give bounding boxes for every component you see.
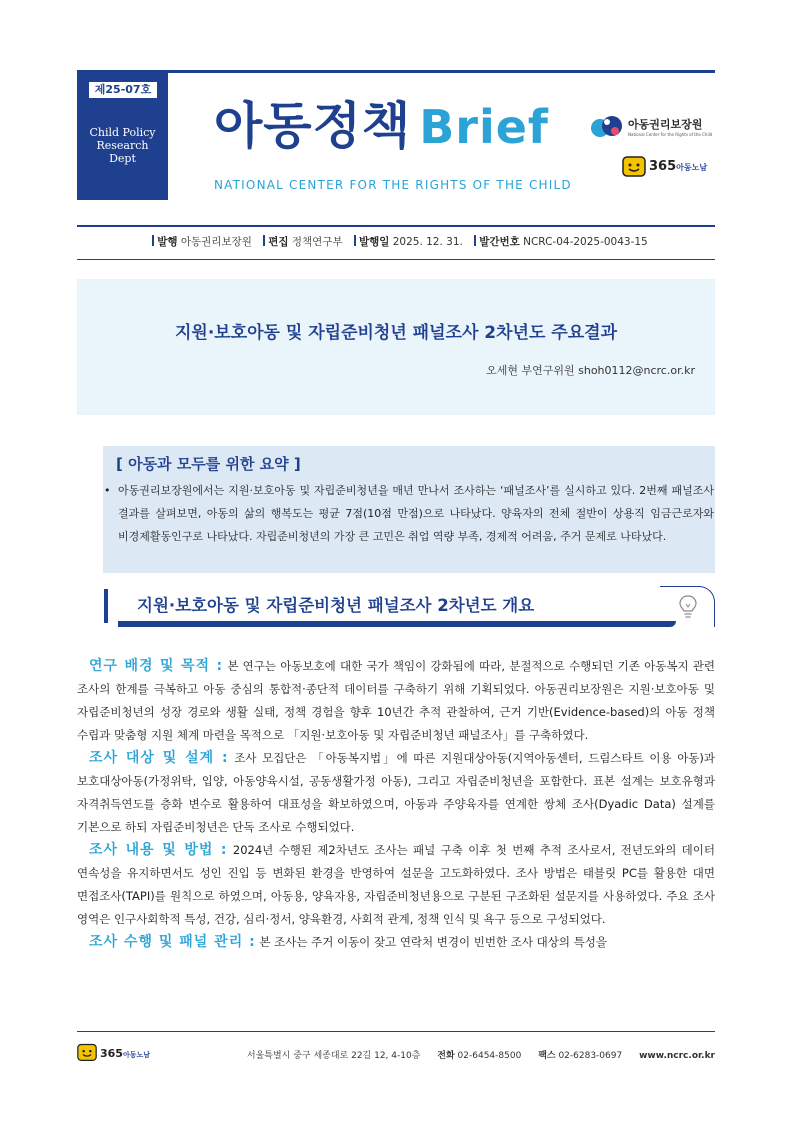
paragraph-text: 본 조사는 주거 이동이 잦고 연락처 변경이 빈번한 조사 대상의 특성을: [259, 935, 607, 949]
brand-title: [214, 96, 549, 157]
section-body: [77, 655, 715, 954]
meta-divider: [354, 235, 356, 246]
logo-365-text: [649, 159, 707, 174]
date-label: 발행일: [358, 236, 390, 248]
editor-label: 편집: [268, 236, 289, 248]
paragraph-design: [77, 747, 715, 839]
paragraph-text: 조사 모집단은 「아동복지법」에 따른 지원대상아동(지역아동센터, 드림스타트 이용 아동)과 보호대상아동(가정위탁, 입양, 아동양육시설, 공동생활가정 아동), 그리고 자립준비청년을 포함한다. 표본 설계는 보호유형과 자격취득연도를 층화 변수로 활용하여 대표성을 확보하였으며, 아동과 주양육자를 연계한 쌍체 조사(Dyadic Data) 설계를 기본으로 하되 자립준비청년은 단독 조사로 수행되었다.: [77, 751, 716, 834]
paragraph-lead: 조사 수행 및 패널 관리 :: [89, 934, 256, 950]
number-value: NCRC-04-2025-0043-15: [523, 236, 648, 248]
paragraph-background: [77, 655, 715, 747]
paragraph-lead: 조사 내용 및 방법 :: [89, 842, 228, 858]
number-label: 발간번호: [479, 236, 520, 248]
logo-365: [622, 154, 714, 182]
paragraph-lead: 연구 배경 및 목적 :: [89, 658, 224, 674]
author-line: 오세현 부연구위원 shoh0112@ncrc.or.kr: [486, 364, 695, 377]
issue-badge: 제25-07호: [87, 80, 159, 100]
ncrc-logo: [590, 113, 718, 143]
summary-heading: [ 아동과 모두를 위한 요약 ]: [116, 455, 301, 473]
paragraph-method: [77, 839, 715, 931]
summary-bullet: •: [104, 484, 111, 497]
footer-rule: [77, 1031, 715, 1032]
brand-title-main: 아동정책: [214, 97, 412, 155]
document-title: 지원·보호아동 및 자립준비청년 패널조사 2차년도 주요결과: [174, 323, 617, 343]
meta-divider: [263, 235, 265, 246]
summary-body: [104, 479, 714, 548]
ncrc-logo-icon: [590, 113, 626, 143]
paragraph-text: 2024년 수행된 제2차년도 조사는 패널 구축 이후 첫 번째 추적 조사로서, 전년도와의 데이터 연속성을 유지하면서도 성인 진입 등 변화된 환경을 반영하여 설문을 고도화하였다. 조사 방법은 태블릿 PC를 활용한 대면 면접조사(TAPI)를 원칙으로 하였으며, 아동용, 양육자용, 자립준비청년용으로 구분된 구조화된 설문지를 사용하였다. 주요 조사 영역은 인구사회학적 특성, 건강, 심리·정서, 양육환경, 사회적 관계, 정책 인식 및 욕구 등으로 구성되었다.: [77, 843, 716, 926]
smile-icon: [622, 154, 646, 178]
logo-365-num: 365: [649, 159, 677, 174]
paragraph-text: 본 연구는 아동보호에 대한 국가 책임이 강화됨에 따라, 분절적으로 수행되던 기존 아동복지 관련 조사의 한계를 극복하고 아동 중심의 통합적·종단적 데이터를 구축하기 위해 기획되었다. 아동권리보장원은 지원·보호아동 및 자립준비청년의 성장 경로와 생활 실태, 정책 경험을 향후 10년간 추적 관찰하여, 근거 기반(Evidence-based)의 아동 정책 수립과 맞춤형 지원 체계 마련을 목적으로 「지원·보호아동 및 자립준비청년 패널조사」를 구축하였다.: [77, 659, 715, 742]
footer-address: 서울특별시 중구 세종대로 22길 12, 4-10층: [246, 1051, 421, 1061]
date-value: 2025. 12. 31.: [392, 236, 463, 248]
ncrc-logo-en: National Center for the Rights of the Child: [628, 132, 713, 137]
footer-info: [0, 1048, 715, 1061]
footer-tel-label: 전화: [437, 1051, 455, 1061]
paragraph-lead: 조사 대상 및 설계 :: [89, 750, 229, 766]
publisher-value: 아동권리보장원: [180, 236, 252, 248]
publisher-label: 발행: [157, 236, 178, 248]
brand-title-brief: Brief: [419, 100, 549, 154]
footer-logo-sub: 아동노남: [122, 1051, 151, 1059]
meta-rule-bottom: [77, 259, 715, 260]
paragraph-panel: [77, 931, 715, 954]
logo-365-sub: 아동노남: [676, 163, 708, 172]
dept-label: [77, 126, 168, 165]
top-rule: [77, 70, 715, 73]
section-number-mark: [104, 589, 108, 623]
meta-divider: [474, 235, 476, 246]
footer-logo-num: 365: [100, 1047, 123, 1060]
section-underline: [118, 621, 676, 627]
meta-rule-top: [77, 225, 715, 227]
meta-divider: [152, 235, 154, 246]
section-title: 지원·보호아동 및 자립준비청년 패널조사 2차년도 개요: [137, 596, 535, 615]
title-box: [77, 279, 715, 415]
publication-meta: [77, 234, 715, 249]
dept-line-1: Child Policy: [89, 126, 156, 139]
footer-website[interactable]: www.ncrc.or.kr: [639, 1051, 715, 1061]
dept-line-3: Dept: [109, 152, 136, 165]
editor-value: 정책연구부: [291, 236, 343, 248]
footer-fax-label: 팩스: [538, 1051, 556, 1061]
dept-line-2: Research: [96, 139, 149, 152]
footer-tel: 02-6454-8500: [457, 1051, 522, 1061]
summary-text: 아동권리보장원에서는 지원·보호아동 및 자립준비청년을 매년 만나서 조사하는 ‘패널조사’를 실시하고 있다. 2번째 패널조사 결과를 살펴보면, 아동의 삶의 행복도는 평균 7점(10점 만점)으로 나타났다. 양육자의 전체 절반이 상용직 임금근로자와 비경제활동인구로 나타났다. 자립준비청년의 가장 큰 고민은 취업 역량 부족, 경제적 어려움, 주거 문제로 나타났다.: [118, 484, 714, 543]
brand-subtitle: NATIONAL CENTER FOR THE RIGHTS OF THE CHILD: [214, 178, 572, 192]
footer-fax: 02-6283-0697: [558, 1051, 623, 1061]
lightbulb-icon: [678, 594, 698, 620]
ncrc-logo-name: 아동권리보장원: [628, 118, 703, 131]
